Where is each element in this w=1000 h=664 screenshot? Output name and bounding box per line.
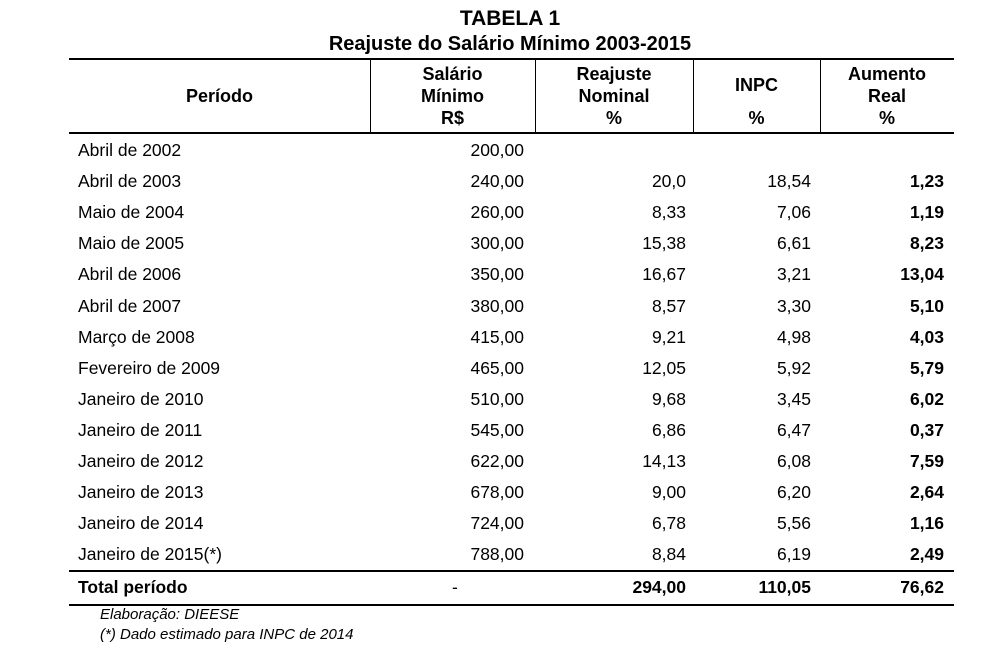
cell-nominal: 6,86: [651, 419, 686, 440]
total-salario: -: [452, 577, 458, 597]
table-row: [69, 135, 954, 166]
cell-salario: 510,00: [470, 388, 524, 409]
total-nominal: 294,00: [632, 577, 686, 597]
cell-real: 13,04: [900, 264, 944, 285]
cell-inpc: 5,92: [776, 357, 811, 378]
cell-salario: 240,00: [470, 171, 524, 192]
cell-periodo: Janeiro de 2014: [78, 513, 204, 534]
table-row: [69, 322, 954, 353]
cell-real: 5,79: [909, 357, 944, 378]
header-real-line1: Aumento: [848, 64, 926, 84]
cell-nominal: 8,33: [651, 202, 686, 223]
cell-nominal: 9,21: [651, 326, 686, 347]
cell-inpc: 3,21: [776, 264, 811, 285]
cell-real: 8,23: [909, 233, 944, 254]
cell-periodo: Abril de 2006: [78, 264, 182, 285]
cell-nominal: 14,13: [642, 451, 686, 471]
header-inpc-unit: %: [748, 108, 765, 128]
cell-salario: 415,00: [470, 326, 524, 347]
cell-nominal: 12,05: [642, 357, 686, 378]
cell-inpc: 6,61: [776, 233, 811, 254]
header-salario-line1: Salário: [422, 64, 483, 84]
cell-inpc: 18,54: [767, 171, 811, 192]
cell-inpc: 4,98: [776, 326, 811, 347]
source-note: Elaboração: DIEESE: [100, 606, 240, 623]
cell-salario: 260,00: [470, 202, 524, 223]
cell-nominal: 8,57: [651, 295, 686, 316]
header-real: [820, 63, 954, 129]
header-real-line2: Real: [867, 86, 907, 106]
cell-periodo: Janeiro de 2015(*): [78, 544, 222, 565]
cell-periodo: Janeiro de 2013: [78, 482, 204, 503]
header-nominal-line2: Nominal: [578, 86, 650, 106]
cell-periodo: Maio de 2005: [78, 233, 185, 254]
cell-nominal: 16,67: [642, 264, 686, 285]
header-nominal: [535, 63, 693, 129]
cell-salario: 622,00: [470, 451, 524, 471]
header-periodo: Período: [185, 86, 253, 106]
header-salario-unit: R$: [440, 108, 464, 128]
cell-real: 2,64: [909, 482, 944, 503]
cell-real: 1,23: [909, 171, 944, 192]
table-row: [69, 197, 954, 228]
header-top-rule: [69, 58, 954, 60]
table-row: [69, 291, 954, 322]
table-row: [69, 415, 954, 446]
header-bottom-rule: [69, 132, 954, 134]
cell-nominal: 15,38: [642, 233, 686, 254]
cell-periodo: Janeiro de 2010: [78, 388, 204, 409]
cell-periodo: Abril de 2002: [78, 140, 182, 160]
cell-periodo: Abril de 2003: [78, 171, 182, 192]
cell-real: 2,49: [909, 544, 944, 565]
cell-real: 7,59: [909, 451, 944, 471]
cell-inpc: 7,06: [776, 202, 811, 223]
cell-inpc: 6,19: [776, 544, 811, 565]
cell-inpc: 5,56: [776, 513, 811, 534]
cell-real: 6,02: [909, 388, 944, 409]
cell-salario: 678,00: [470, 482, 524, 503]
cell-inpc: 6,20: [776, 482, 811, 503]
cell-salario: 300,00: [470, 233, 524, 254]
cell-periodo: Fevereiro de 2009: [78, 357, 221, 378]
table-row: [69, 539, 954, 570]
cell-inpc: 3,45: [776, 388, 811, 409]
header-nominal-unit: %: [605, 108, 622, 128]
cell-periodo: Abril de 2007: [78, 295, 182, 316]
cell-salario: 465,00: [470, 357, 524, 378]
total-row: [69, 572, 954, 603]
cell-real: 4,03: [909, 326, 944, 347]
header-inpc-line1: INPC: [734, 75, 778, 95]
cell-real: 1,19: [909, 202, 944, 223]
cell-salario: 788,00: [470, 544, 524, 565]
cell-nominal: 9,00: [651, 482, 686, 503]
cell-salario: 350,00: [470, 264, 524, 285]
header-nominal-line1: Reajuste: [576, 64, 652, 84]
table-row: [69, 353, 954, 384]
table-row: [69, 508, 954, 539]
table-row: [69, 477, 954, 508]
cell-salario: 545,00: [470, 419, 524, 440]
table-title: TABELA 1: [459, 7, 561, 30]
cell-real: 0,37: [909, 419, 944, 440]
cell-nominal: 6,78: [651, 513, 686, 534]
cell-periodo: Janeiro de 2011: [78, 419, 203, 440]
cell-real: 1,16: [909, 513, 944, 534]
cell-inpc: 6,08: [776, 451, 811, 471]
cell-nominal: 8,84: [651, 544, 686, 565]
total-real: 76,62: [900, 577, 944, 597]
total-periodo: Total período: [78, 577, 188, 597]
header-real-unit: %: [878, 108, 895, 128]
cell-inpc: 3,30: [776, 295, 811, 316]
cell-salario: 200,00: [470, 140, 524, 160]
cell-nominal: 9,68: [651, 388, 686, 409]
header-salario-line2: Mínimo: [421, 86, 484, 106]
table-subtitle: Reajuste do Salário Mínimo 2003-2015: [328, 33, 692, 55]
table-row: [69, 384, 954, 415]
total-inpc: 110,05: [758, 577, 811, 597]
header-salario: [370, 63, 535, 129]
cell-inpc: 6,47: [776, 419, 811, 440]
cell-real: 5,10: [909, 295, 944, 316]
footnote: (*) Dado estimado para INPC de 2014: [100, 626, 354, 643]
cell-periodo: Janeiro de 2012: [78, 451, 204, 471]
table-row: [69, 259, 954, 290]
table-row: [69, 446, 954, 477]
table-row: [69, 228, 954, 259]
cell-salario: 380,00: [470, 295, 524, 316]
table-row: [69, 166, 954, 197]
cell-periodo: Março de 2008: [78, 326, 195, 347]
cell-nominal: 20,0: [651, 171, 686, 192]
cell-periodo: Maio de 2004: [78, 202, 185, 223]
cell-salario: 724,00: [470, 513, 524, 534]
header-inpc: [693, 74, 820, 129]
